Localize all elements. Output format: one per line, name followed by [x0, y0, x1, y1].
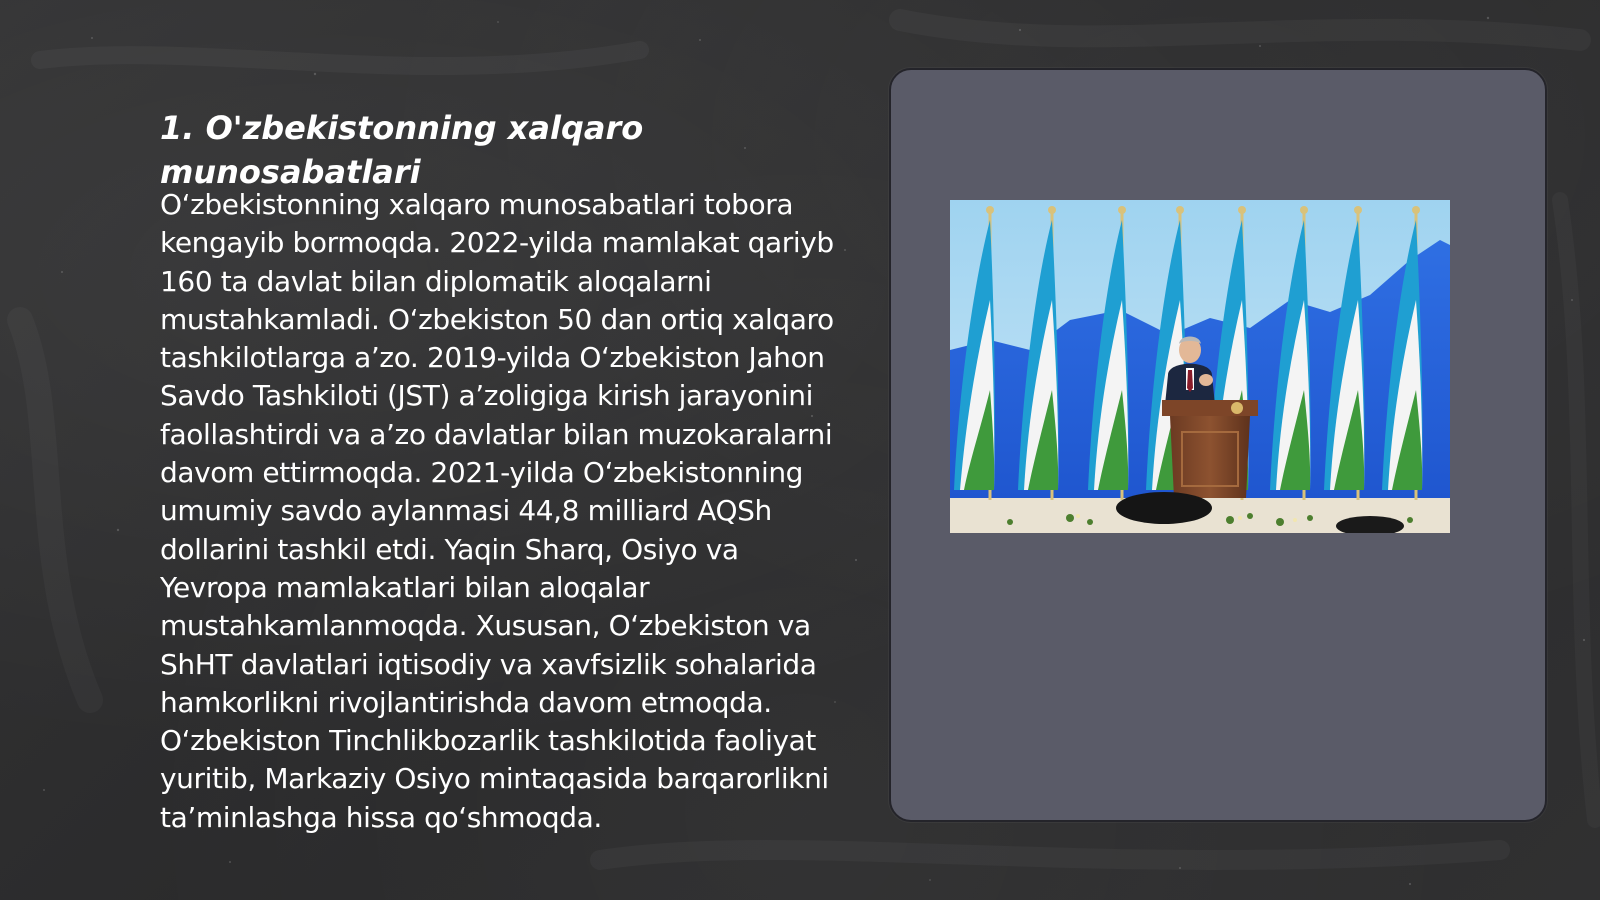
- podium: [1162, 400, 1258, 498]
- speaker-photo: [950, 200, 1450, 533]
- slide-body-text: O‘zbekistonning xalqaro munosabatlari tobora kengayib bormoqda. 2022-yilda mamlakat qariyb 160 ta davlat bilan diplomatik aloqalarni mustahkamladi. O‘zbekiston 50 dan ortiq xalqaro tashkilotlarga a’zo. 2019-yilda O‘zbekiston Jahon Savdo Tashkiloti (JST) a’zoligiga kirish jarayonini faollashtirdi va a’zo davlatlar bilan muzokaralarni davom ettirmoqda. 2021-yilda O‘zbekistonning umumiy savdo aylanmasi 44,8 milliard AQSh dollarini tashkil etdi. Yaqin Sharq, Osiyo va Yevropa mamlakatlari bilan aloqalar mustahkamlanmoqda. Xususan, O‘zbekiston va ShHT davlatlari iqtisodiy va xavfsizlik sohalarida hamkorlikni rivojlantirishda davom etmoqda. O‘zbekiston Tinchlikbozarlik tashkilotida faoliyat yuritib, Markaziy Osiyo mintaqasida barqarorlikni ta’minlashga hissa qo‘shmoqda.: [160, 188, 834, 834]
- slide-title: 1. O'zbekistonning xalqaro munosabatlari: [160, 109, 644, 191]
